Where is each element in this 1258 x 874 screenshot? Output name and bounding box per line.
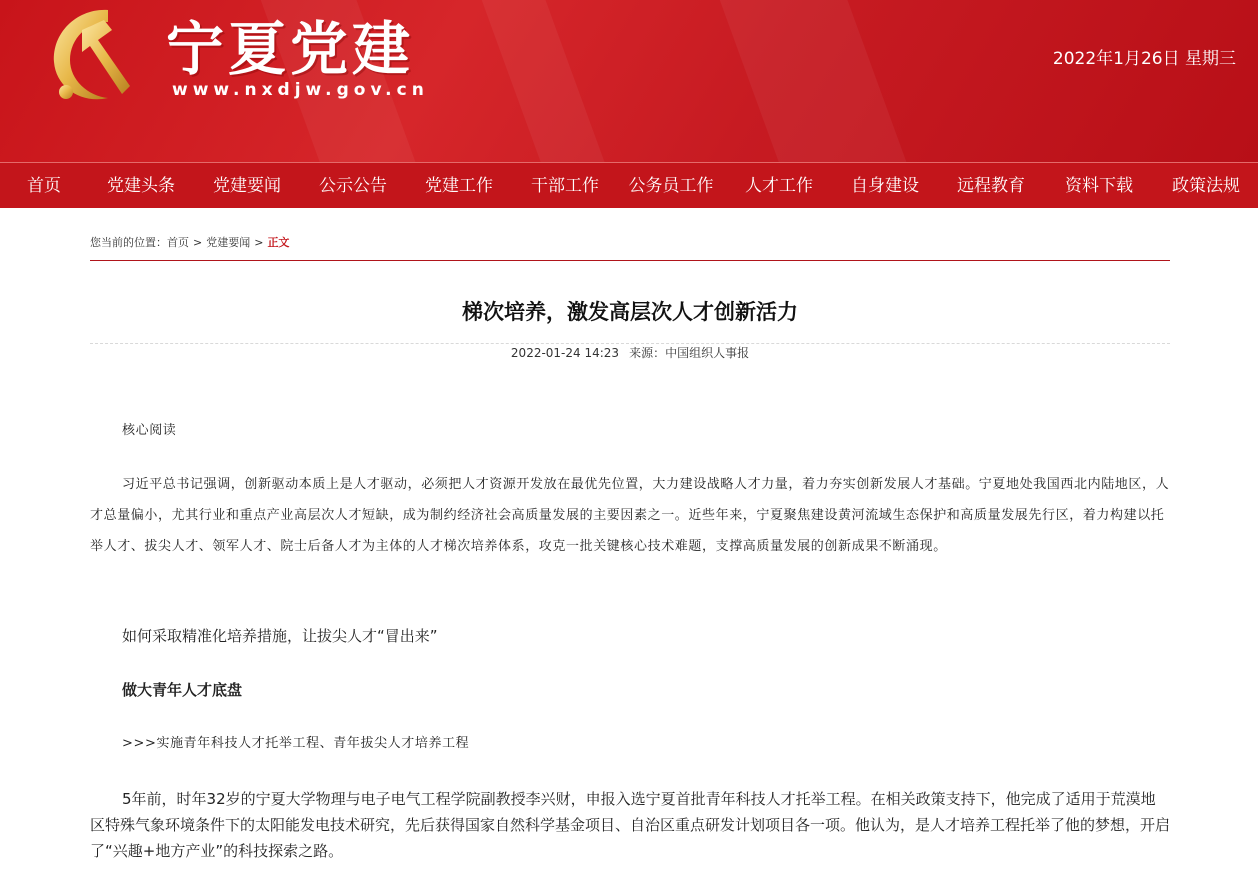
site-title[interactable]: 宁夏党建: [166, 15, 415, 83]
article-datetime: 2022-01-24 14:23: [510, 346, 620, 360]
nav-item-home[interactable]: 首页: [27, 176, 61, 196]
nav-item-talent-work[interactable]: 人才工作: [745, 176, 813, 196]
article-title: 梯次培养，激发高层次人才创新活力: [462, 300, 798, 324]
site-url: www.nxdjw.gov.cn: [172, 80, 429, 100]
article-source: 来源：中国组织人事报: [629, 346, 750, 360]
nav-item-remote-education[interactable]: 远程教育: [957, 176, 1025, 196]
breadcrumb-home[interactable]: 首页: [167, 236, 189, 249]
banner-decoration: [702, 0, 938, 162]
banner-decoration: [460, 0, 640, 162]
nav-item-civil-servant[interactable]: 公务员工作: [628, 176, 714, 196]
article-paragraph: 5年前，时年32岁的宁夏大学物理与电子电气工程学院副教授李兴财，申报入选宁夏首批青年科技人才托举工程。在相关政策支持下，他完成了适用于荒漠地区特殊气象环境条件下的太阳能发电技术研究，先后获得国家自然科学基金项目、自治区重点研发计划项目各一项。他认为，是人才培养工程托举了他的梦想，开启了“兴趣+地方产业”的科技探索之路。: [90, 790, 1171, 860]
party-emblem-icon[interactable]: [38, 0, 148, 110]
article-question: 如何采取精准化培养措施，让拔尖人才“冒出来”: [122, 627, 438, 645]
breadcrumb-section[interactable]: 党建要闻: [206, 236, 251, 249]
breadcrumb-separator: >: [254, 236, 264, 249]
breadcrumb-current: 正文: [267, 236, 290, 249]
article-subheading: >>>实施青年科技人才托举工程、青年拔尖人才培养工程: [122, 736, 470, 751]
nav-item-downloads[interactable]: 资料下载: [1065, 176, 1133, 196]
article-meta: [90, 344, 1170, 362]
main-nav: [0, 162, 1258, 208]
nav-item-news[interactable]: 党建要闻: [213, 176, 281, 196]
breadcrumb-separator: >: [193, 236, 203, 249]
breadcrumb-prefix: 您当前的位置：: [90, 236, 167, 249]
breadcrumb: [90, 235, 289, 251]
article-paragraph: 习近平总书记强调，创新驱动本质上是人才驱动，必须把人才资源开发放在最优先位置，大力建设战略人才力量，着力夯实创新发展人才基础。宁夏地处我国西北内陆地区，人才总量偏小，尤其行业和重点产业高层次人才短缺，成为制约经济社会高质量发展的主要因素之一。近些年来，宁夏聚焦建设黄河流域生态保护和高质量发展先行区，着力构建以托举人才、拔尖人才、领军人才、院士后备人才为主体的人才梯次培养体系，攻克一批关键核心技术难题，支撑高质量发展的创新成果不断涌现。: [90, 477, 1170, 554]
nav-item-cadre-work[interactable]: 干部工作: [531, 176, 599, 196]
nav-item-self-building[interactable]: 自身建设: [851, 176, 919, 196]
divider: [90, 260, 1170, 261]
nav-item-policies[interactable]: 政策法规: [1172, 176, 1240, 196]
current-date: 2022年1月26日 星期三: [1052, 49, 1236, 69]
header-banner: [0, 0, 1258, 162]
nav-item-announcements[interactable]: 公示公告: [319, 176, 387, 196]
section-label-core: 核心阅读: [122, 423, 177, 438]
nav-item-headlines[interactable]: 党建头条: [107, 176, 175, 196]
article-heading: 做大青年人才底盘: [122, 681, 243, 699]
nav-item-party-work[interactable]: 党建工作: [425, 176, 493, 196]
